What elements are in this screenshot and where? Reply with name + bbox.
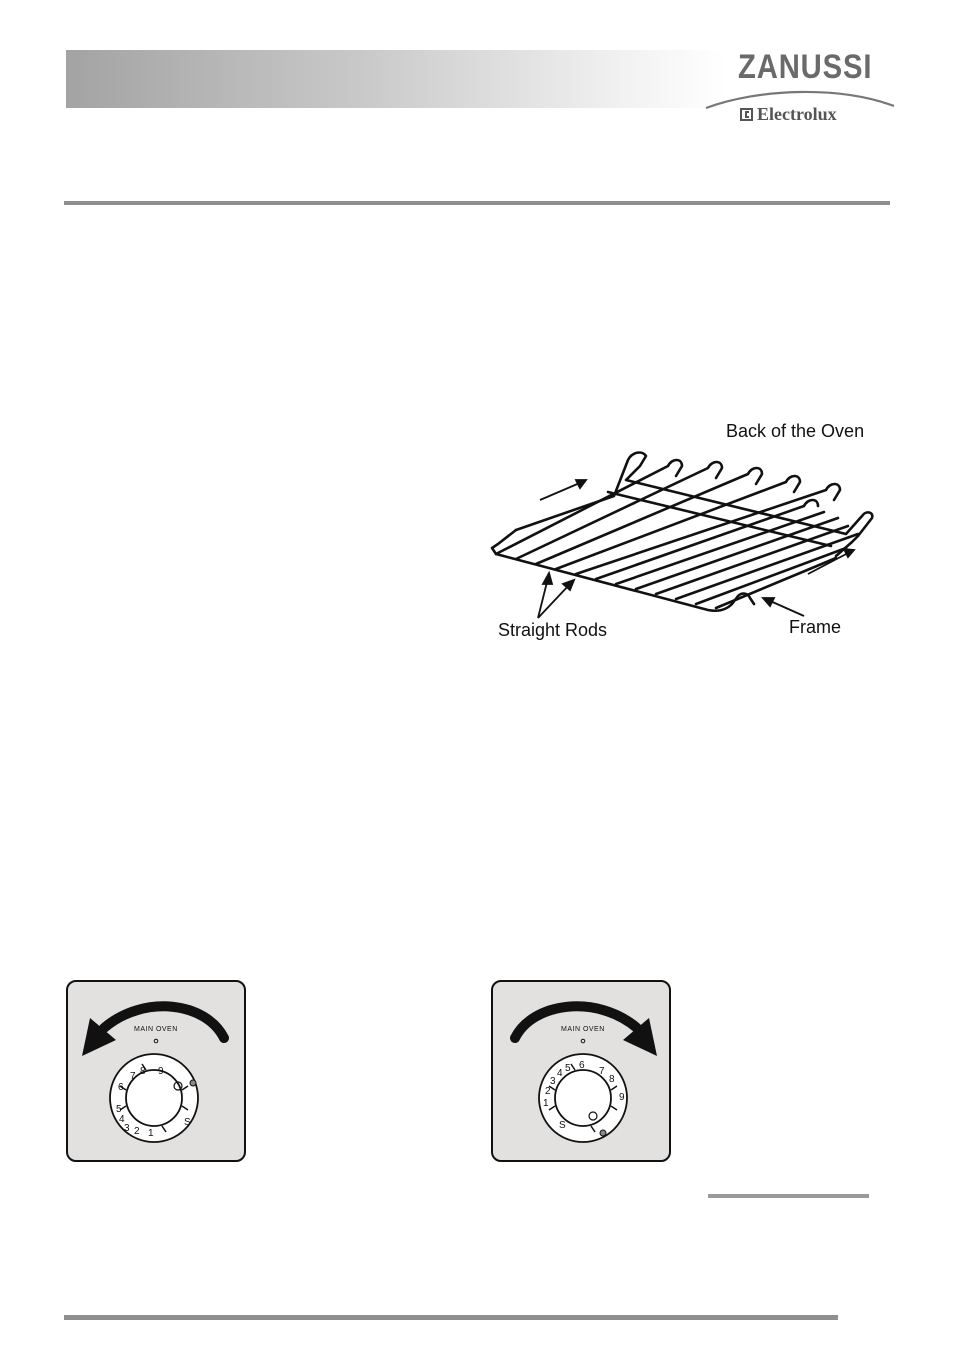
svg-text:5: 5 [565,1063,571,1074]
bottom-divider [64,1315,838,1320]
rotate-clockwise-icon [515,1006,637,1038]
svg-text:1: 1 [148,1128,154,1139]
svg-text:7: 7 [130,1071,136,1082]
svg-text:6: 6 [579,1060,585,1071]
rotate-anticlockwise-icon [104,1006,224,1038]
oven-control-dial [68,982,248,1164]
svg-text:7: 7 [599,1066,605,1077]
dial-caption: MAIN OVEN [134,1026,178,1033]
svg-text:2: 2 [545,1086,551,1097]
oven-shelf-illustration [486,418,886,648]
short-divider [708,1194,869,1198]
svg-text:4: 4 [557,1068,563,1079]
back-of-oven-label: Back of the Oven [726,421,865,441]
svg-text:9: 9 [619,1092,625,1103]
svg-text:S: S [184,1117,191,1128]
dial-panel-anticlockwise [66,980,246,1162]
straight-rods-label: Straight Rods [498,620,608,640]
svg-text:3: 3 [124,1123,130,1134]
svg-text:4: 4 [119,1114,125,1125]
svg-text:6: 6 [118,1082,124,1093]
oven-control-dial [493,982,673,1164]
svg-text:8: 8 [140,1066,146,1077]
header-gradient-bar [66,50,726,108]
frame-label: Frame [789,617,842,637]
svg-text:8: 8 [609,1074,615,1085]
svg-text:2: 2 [134,1126,140,1137]
svg-text:S: S [559,1120,566,1131]
svg-text:9: 9 [158,1066,164,1077]
electrolux-icon [740,108,753,121]
dial-caption: MAIN OVEN [561,1026,605,1033]
oven-shelf-diagram [486,418,886,648]
top-divider [64,201,890,205]
brand-logo [700,46,900,136]
dial-panel-clockwise [491,980,671,1162]
brand-name: ZANUSSI [738,48,873,86]
svg-text:3: 3 [550,1076,556,1087]
brand-subname-text: Electrolux [757,104,837,124]
brand-subname [740,104,837,125]
svg-text:1: 1 [543,1098,549,1109]
svg-text:5: 5 [116,1104,122,1115]
